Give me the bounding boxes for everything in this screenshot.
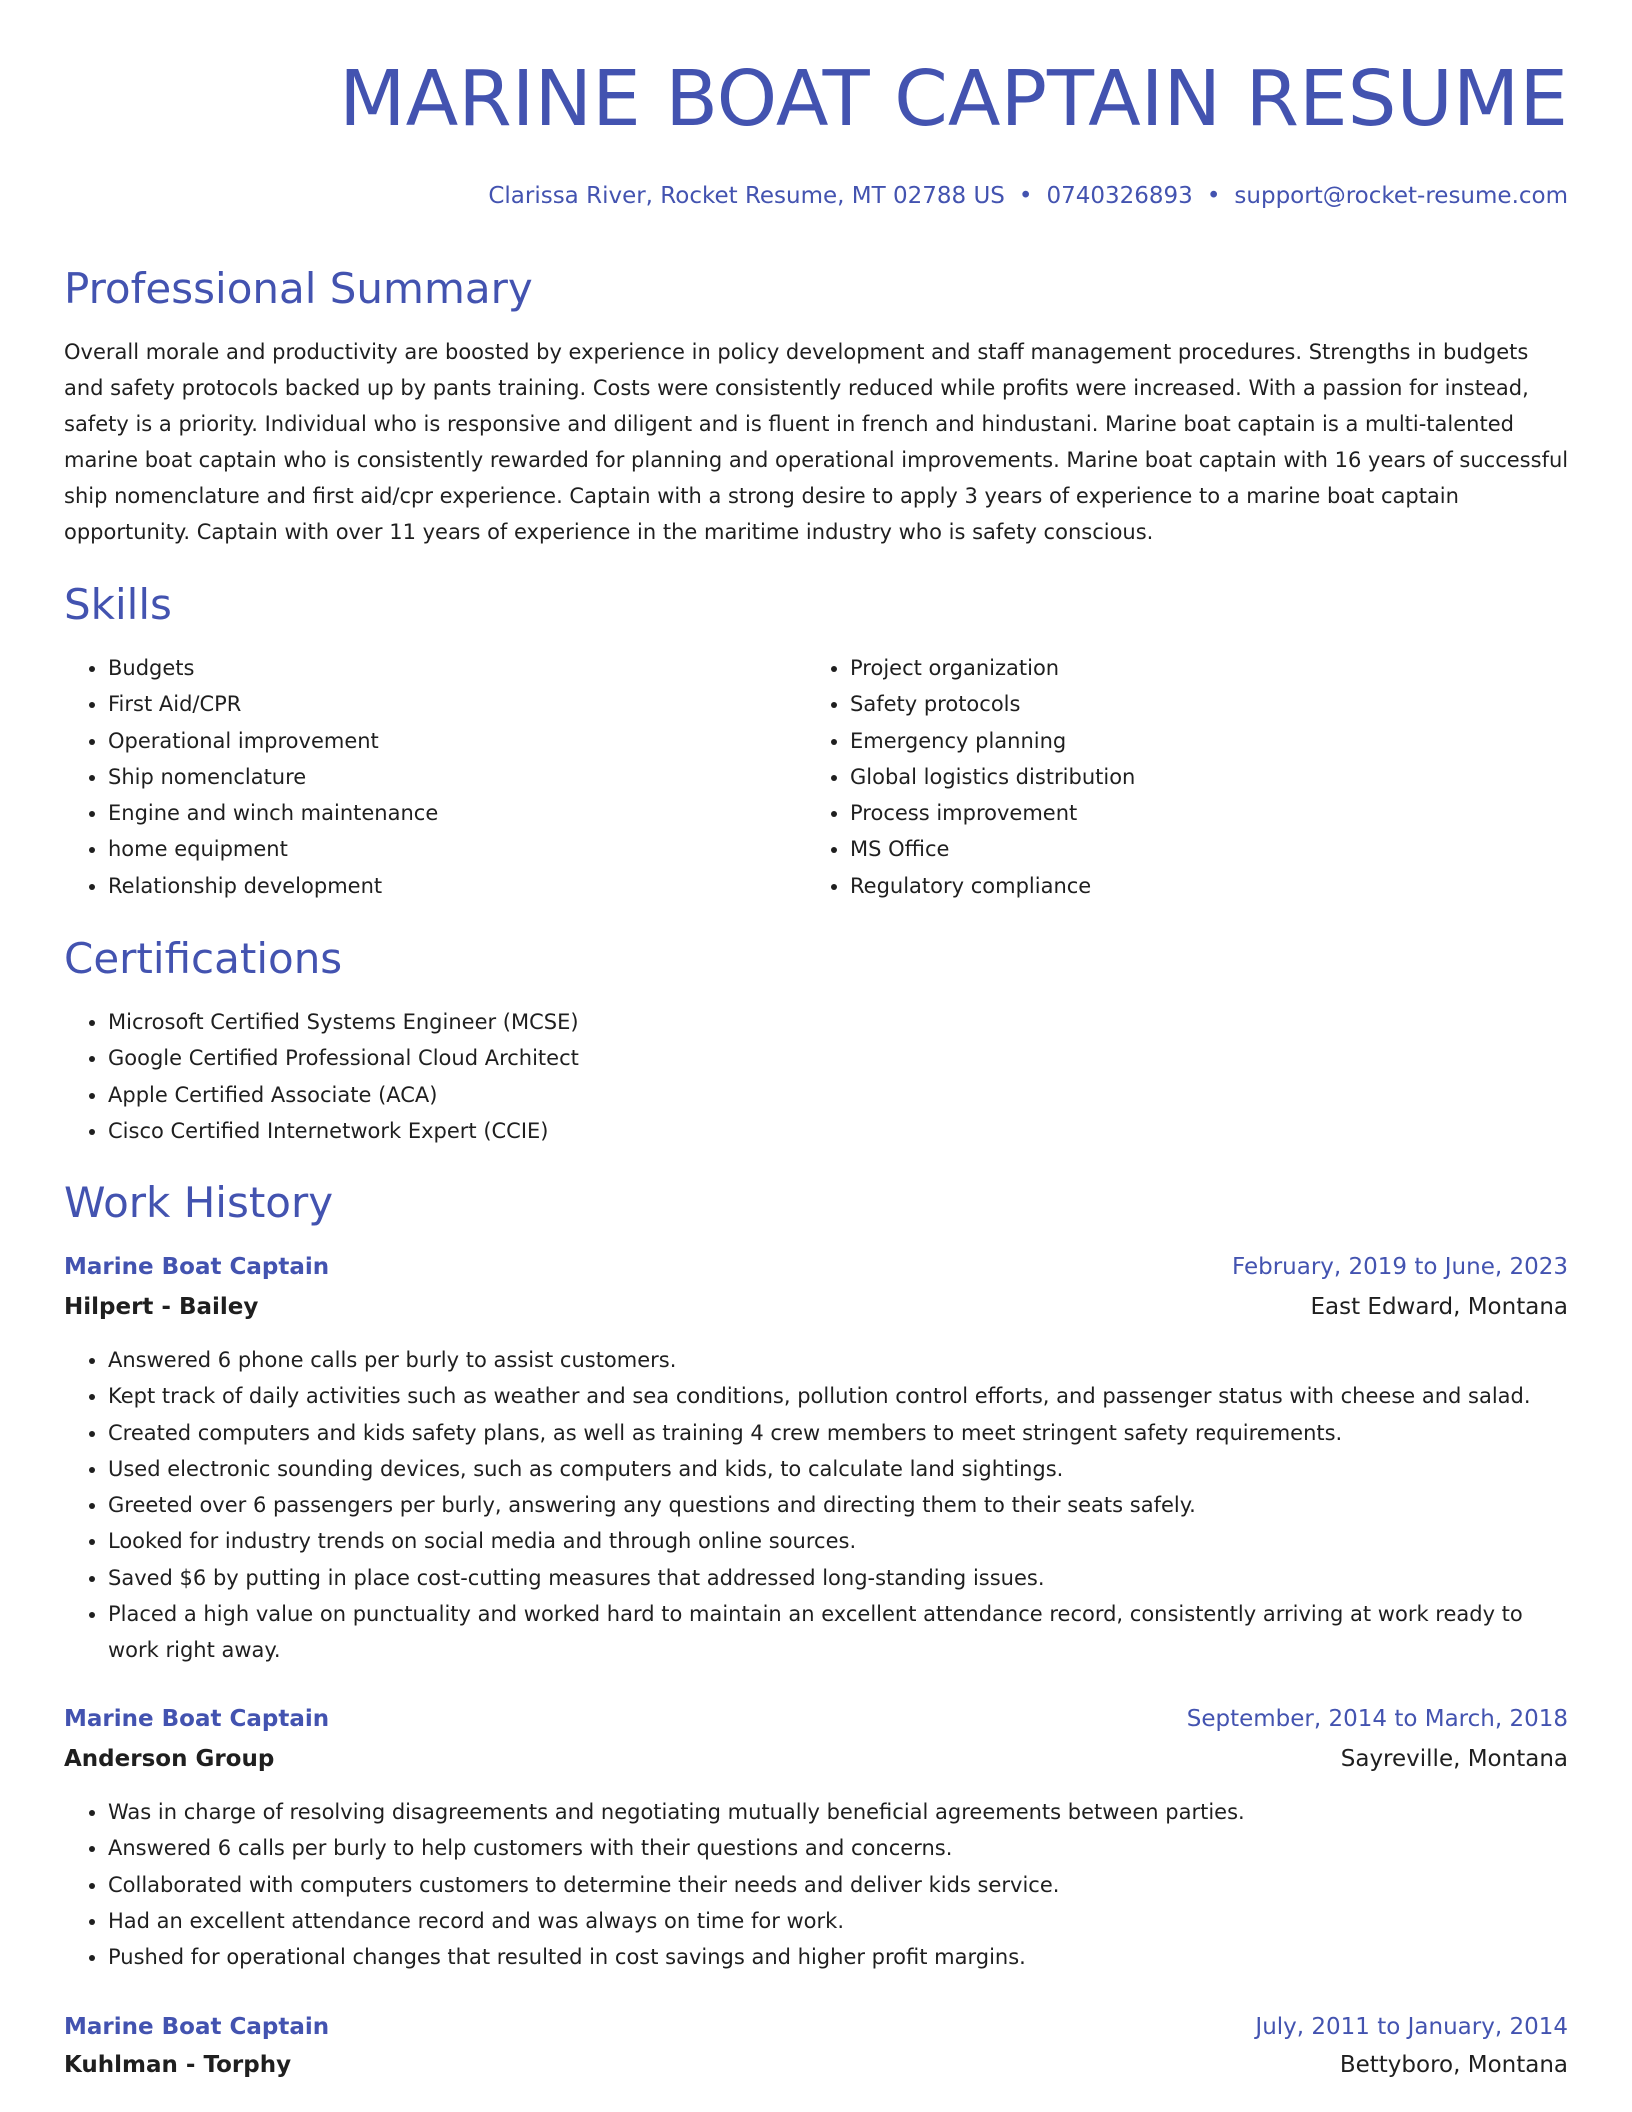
skill-item: • home equipment [108,831,764,867]
job-bullet: • Answered 6 phone calls per burly to assist customers. [108,1342,1569,1378]
skill-item: • Project organization [850,650,1566,686]
contact-line [488,180,1568,212]
job-bullets-block [64,1342,1569,1669]
job-bullet: • Placed a high value on punctuality and worked hard to maintain an excellent attendance record, consistently arriving at work ready to work right away. [108,1596,1569,1669]
skills-left-column [64,650,764,904]
skills-right-column [806,650,1566,904]
resume-title: MARINE BOAT CAPTAIN RESUME [339,55,1568,144]
summary-heading: Professional Summary [64,264,533,313]
skills-heading: Skills [64,580,172,629]
skill-item: • Relationship development [108,868,764,904]
job-bullet: • Answered 6 calls per burly to help customers with their questions and concerns. [108,1830,1569,1866]
certifications-list [64,1004,1564,1149]
job-bullet: • Used electronic sounding devices, such as computers and kids, to calculate land sightings. [108,1451,1569,1487]
skill-item: • Budgets [108,650,764,686]
job-location: East Edward, Montana [1310,1294,1568,1320]
job-company: Anderson Group [64,1746,275,1772]
job-bullets [64,1342,1569,1669]
certifications-block [64,1004,1564,1149]
job-bullet: • Collaborated with computers customers to determine their needs and deliver kids service. [108,1867,1569,1903]
job-dates: September, 2014 to March, 2018 [1186,1706,1568,1732]
skill-item: • Safety protocols [850,686,1566,722]
work-history-heading: Work History [64,1178,334,1227]
job-bullets-block [64,1794,1569,1975]
job-bullet: • Greeted over 6 passengers per burly, answering any questions and directing them to their seats safely. [108,1487,1569,1523]
summary-text: Overall morale and productivity are boosted by experience in policy development and staff management procedures. Strengths in budgets and safety protocols backed up by pants training. Costs were consistently reduced while profits were increased. With a passion for instead, safety is a priority. Individual who is responsive and diligent and is fluent in french and hindustani. Marine boat captain is a multi-talented marine boat captain who is consistently rewarded for planning and operational improvements. Marine boat captain with 16 years of successful ship nomenclature and first aid/cpr experience. Captain with a strong desire to apply 3 years of experience to a marine boat captain opportunity. Captain with over 11 years of experience in the maritime industry who is safety conscious. [64,340,1569,544]
job-dates: February, 2019 to June, 2023 [1231,1254,1568,1280]
skill-item: • Operational improvement [108,723,764,759]
skill-item: • Ship nomenclature [108,759,764,795]
job-title: Marine Boat Captain [64,1706,330,1732]
skill-item: • Process improvement [850,795,1566,831]
job-title: Marine Boat Captain [64,1254,330,1280]
certification-item: • Apple Certified Associate (ACA) [108,1077,1564,1113]
job-bullet: • Had an excellent attendance record and was always on time for work. [108,1903,1569,1939]
skill-item: • MS Office [850,831,1566,867]
contact-address: Clarissa River, Rocket Resume, MT 02788 US [488,183,1005,209]
certifications-heading: Certifications [64,934,343,983]
skills-left-list [64,650,764,904]
contact-email[interactable]: support@rocket-resume.com [1234,183,1568,209]
skill-item: • Emergency planning [850,723,1566,759]
skill-item: • Global logistics distribution [850,759,1566,795]
job-bullet: • Kept track of daily activities such as weather and sea conditions, pollution control efforts, and passenger status with cheese and salad. [108,1378,1569,1414]
job-location: Sayreville, Montana [1340,1746,1568,1772]
job-bullet: • Created computers and kids safety plans, as well as training 4 crew members to meet stringent safety requirements. [108,1415,1569,1451]
job-company: Hilpert - Bailey [64,1294,259,1320]
skill-item: • Regulatory compliance [850,868,1566,904]
skill-item: • First Aid/CPR [108,686,764,722]
contact-separator: • [1018,183,1033,209]
job-dates: July, 2011 to January, 2014 [1255,2014,1568,2040]
job-bullets [64,1794,1569,1975]
contact-phone[interactable]: 0740326893 [1046,183,1193,209]
certification-item: • Google Certified Professional Cloud Architect [108,1040,1564,1076]
job-title: Marine Boat Captain [64,2014,330,2040]
skill-item: • Engine and winch maintenance [108,795,764,831]
job-bullet: • Pushed for operational changes that resulted in cost savings and higher profit margins. [108,1939,1569,1975]
contact-separator: • [1206,183,1221,209]
job-bullet: • Was in charge of resolving disagreements and negotiating mutually beneficial agreements between parties. [108,1794,1569,1830]
job-location: Bettyboro, Montana [1339,2052,1568,2078]
certification-item: • Microsoft Certified Systems Engineer (MCSE) [108,1004,1564,1040]
job-company: Kuhlman - Torphy [64,2052,292,2078]
job-bullet: • Saved $6 by putting in place cost-cutting measures that addressed long-standing issues. [108,1560,1569,1596]
skills-right-list [806,650,1566,904]
certification-item: • Cisco Certified Internetwork Expert (CCIE) [108,1113,1564,1149]
job-bullet: • Looked for industry trends on social media and through online sources. [108,1523,1569,1559]
